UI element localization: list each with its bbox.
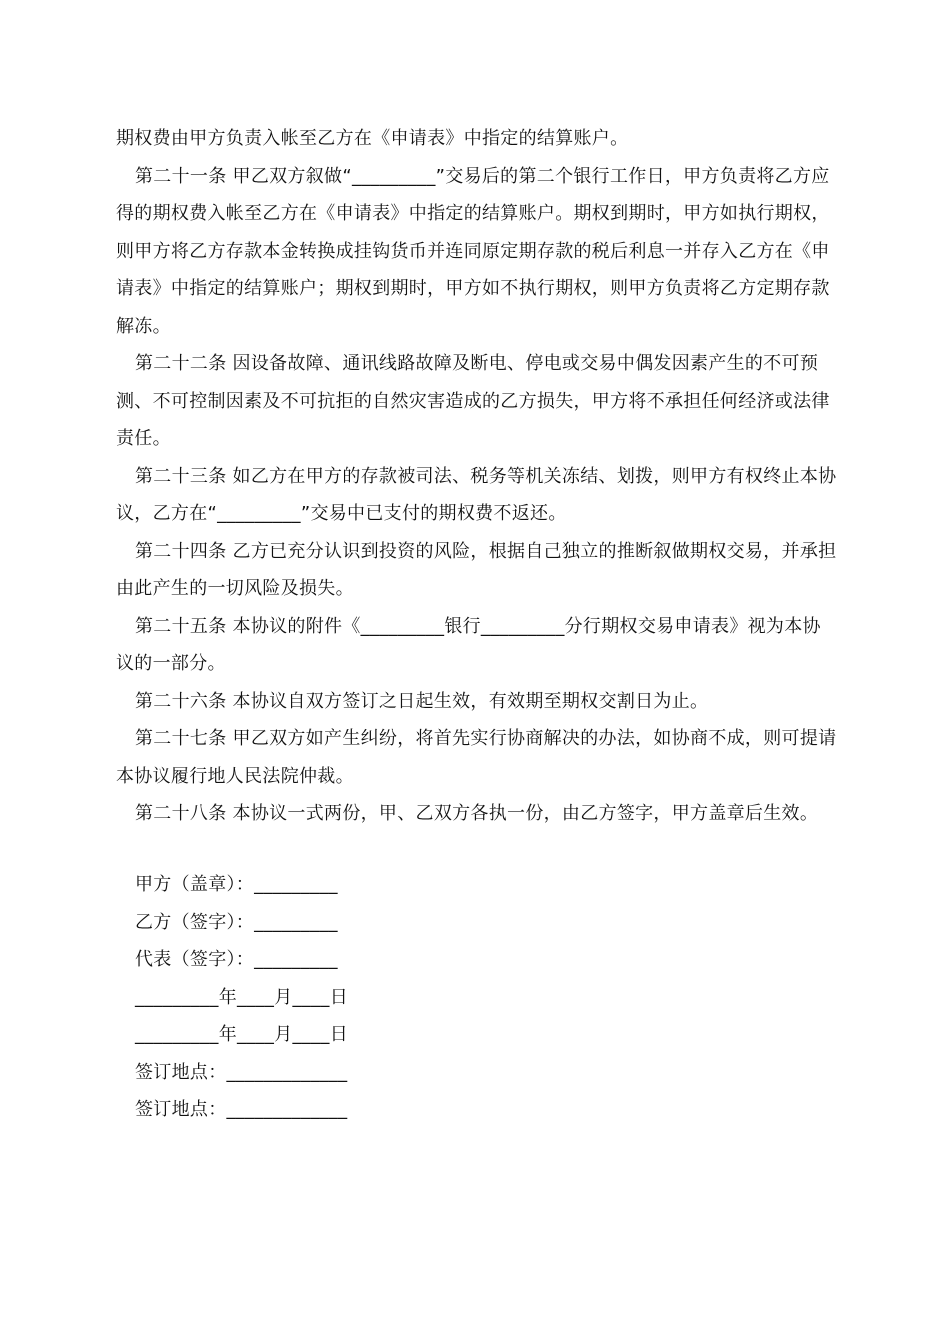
- party-b-signature-line: 乙方（签字）：_________: [135, 911, 338, 933]
- contract-body: [116, 120, 838, 833]
- paragraph-continuation: 期权费由甲方负责入帐至乙方在《申请表》中指定的结算账户。: [116, 128, 629, 149]
- article-26: 第二十六条 本协议自双方签订之日起生效，有效期至期权交割日为止。: [135, 690, 709, 712]
- signing-place-line: 签订地点：_____________: [135, 1099, 348, 1120]
- date-line: _________年____月____日: [135, 1024, 348, 1045]
- date-line: _________年____月____日: [135, 986, 348, 1008]
- article-23: 第二十三条 如乙方在甲方的存款被司法、税务等机关冻结、划拨，则甲方有权终止本协议，乙方在“_________”交易中已支付的期权费不返还。: [116, 465, 837, 524]
- party-a-seal-line: 甲方（盖章）：_________: [135, 874, 338, 895]
- article-25: 第二十五条 本协议的附件《_________银行_________分行期权交易申请表》视为本协议的一部分。: [116, 615, 821, 674]
- article-27: 第二十七条 甲乙双方如产生纠纷，将首先实行协商解决的办法，如协商不成，则可提请本协议履行地人民法院仲裁。: [116, 728, 837, 787]
- signature-block: [135, 866, 535, 1129]
- signing-place-line: 签订地点：_____________: [135, 1061, 348, 1083]
- article-21: 第二十一条 甲乙双方叙做“_________”交易后的第二个银行工作日，甲方负责将乙方应得的期权费入帐至乙方在《申请表》中指定的结算账户。期权到期时，甲方如执行期权，则甲方将乙方存款本金转换成挂钩货币并连同原定期存款的税后利息一并存入乙方在《申请表》中指定的结算账户；期权到期时，甲方如不执行期权，则甲方负责将乙方定期存款解冻。: [116, 165, 830, 337]
- article-22: 第二十二条 因设备故障、通讯线路故障及断电、停电或交易中偶发因素产生的不可预测、不可控制因素及不可抗拒的自然灾害造成的乙方损失，甲方将不承担任何经济或法律责任。: [116, 353, 830, 449]
- article-28: 第二十八条 本协议一式两份，甲、乙双方各执一份，由乙方签字，甲方盖章后生效。: [135, 803, 819, 824]
- article-24: 第二十四条 乙方已充分认识到投资的风险，根据自己独立的推断叙做期权交易，并承担由此产生的一切风险及损失。: [116, 540, 837, 599]
- representative-signature-line: 代表（签字）：_________: [135, 949, 338, 970]
